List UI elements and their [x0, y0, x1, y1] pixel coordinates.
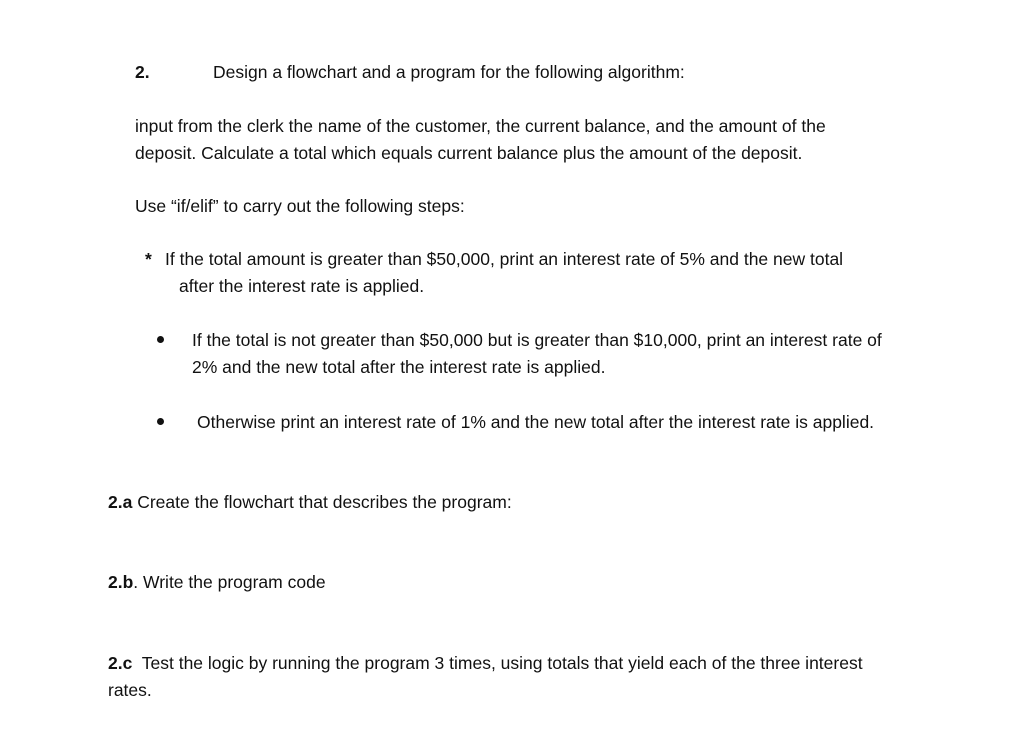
part-b — [108, 569, 326, 596]
step-2-line-2: 2% and the new total after the interest rate is applied. — [192, 357, 606, 377]
part-c-text: Test the logic by running the program 3 times, using totals that yield each of the three interest — [141, 653, 863, 673]
intro-line-2: deposit. Calculate a total which equals current balance plus the amount of the deposit. — [135, 143, 803, 163]
step-1-line-1: If the total amount is greater than $50,000, print an interest rate of 5% and the new total — [165, 249, 844, 269]
question-number: 2. — [135, 62, 150, 82]
part-b-text: . Write the program code — [133, 572, 326, 592]
bullet-icon — [157, 336, 164, 343]
use-if-elif-line: Use “if/elif” to carry out the following steps: — [135, 196, 465, 216]
part-a-label: 2.a — [108, 492, 133, 512]
question-heading: Design a flowchart and a program for the following algorithm: — [213, 62, 685, 82]
part-c-line-1 — [108, 650, 863, 677]
bullet-icon — [157, 418, 164, 425]
step-2-line-1: If the total is not greater than $50,000 but is greater than $10,000, print an interest rate of — [192, 330, 882, 350]
part-b-label: 2.b — [108, 572, 134, 592]
step-3-line-1: Otherwise print an interest rate of 1% and the new total after the interest rate is applied. — [197, 412, 875, 432]
part-a-text: Create the flowchart that describes the program: — [137, 492, 512, 512]
intro-line-1: input from the clerk the name of the customer, the current balance, and the amount of the — [135, 116, 826, 136]
part-c-line-2: rates. — [108, 680, 152, 700]
step-1-line-2: after the interest rate is applied. — [179, 276, 425, 296]
part-a — [108, 489, 512, 516]
part-c-label: 2.c — [108, 653, 133, 673]
star-marker: * — [145, 249, 152, 269]
